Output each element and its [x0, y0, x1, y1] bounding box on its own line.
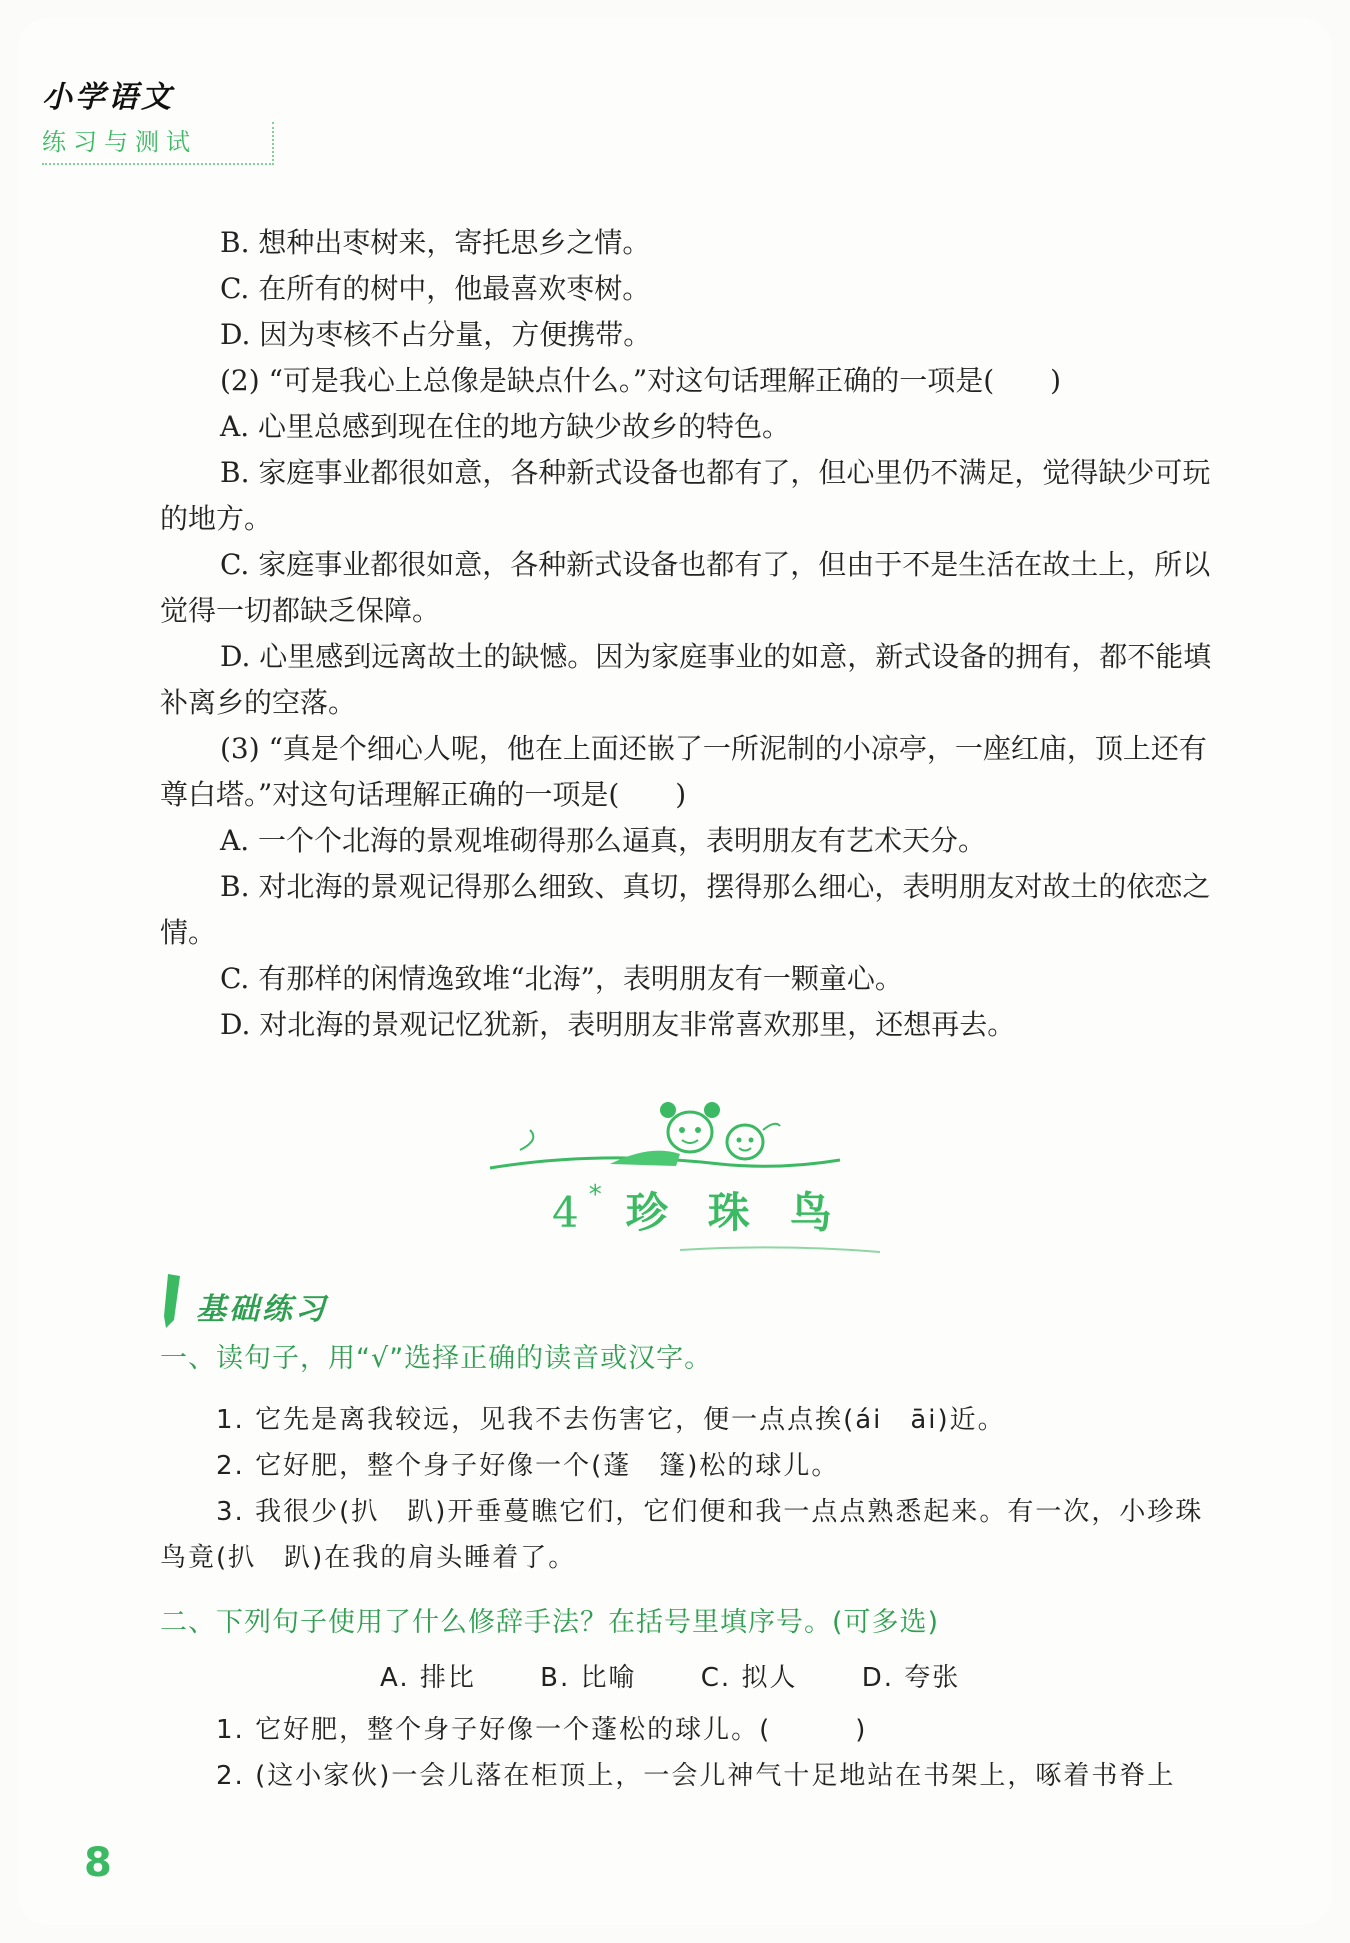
choice-b: B. 比喻 [540, 1663, 637, 1693]
question-1-options [160, 220, 1215, 1048]
q1-option-c: C. 在所有的树中，他最喜欢枣树。 [220, 272, 651, 305]
exercise-2-items [160, 1707, 1215, 1799]
exercise-1-item: 3. 我很少(扒 趴)开垂蔓瞧它们，它们便和我一点点熟悉起来。有一次，小珍珠鸟竟(扒 趴)在我的肩头睡着了。 [160, 1497, 1204, 1573]
choice-d: D. 夸张 [861, 1663, 961, 1693]
lesson-title-char: 珍 [625, 1188, 678, 1237]
q2-option-a: A. 心里总感到现在住的地方缺少故乡的特色。 [220, 410, 791, 443]
lesson-title-char: 鸟 [789, 1188, 842, 1237]
exercise-1-items [160, 1397, 1215, 1581]
exercise-1-heading: 一、读句子，用“√”选择正确的读音或汉字。 [160, 1343, 713, 1374]
q3-option-c: C. 有那样的闲情逸致堆“北海”，表明朋友有一颗童心。 [220, 962, 903, 995]
lesson-star: * [588, 1180, 612, 1210]
q2-option-b: B. 家庭事业都很如意，各种新式设备也都有了，但心里仍不满足，觉得缺少可玩的地方。 [160, 456, 1211, 535]
q2-stem: (2) “可是我心上总像是缺点什么。”对这句话理解正确的一项是( ) [220, 364, 1062, 397]
q3-option-b: B. 对北海的景观记得那么细致、真切，摆得那么细心，表明朋友对故土的依恋之情。 [160, 870, 1211, 949]
book-brand [42, 72, 274, 165]
exercise-2-item: 1. 它好肥，整个身子好像一个蓬松的球儿。( ) [216, 1715, 868, 1745]
children-illustration [480, 1080, 920, 1190]
title-underline [480, 1240, 920, 1260]
pencil-icon [158, 1270, 186, 1330]
choice-a: A. 排比 [380, 1663, 476, 1693]
book-title: 小学语文 [42, 80, 174, 115]
book-subtitle: 练习与测试 [42, 122, 274, 165]
exercise-2-heading: 二、下列句子使用了什么修辞手法？在括号里填序号。(可多选) [160, 1607, 940, 1638]
q1-option-d: D. 因为枣核不占分量，方便携带。 [220, 318, 652, 351]
exercise-2-item: 2. (这小家伙)一会儿落在柜顶上，一会儿神气十足地站在书架上，啄着书脊上 [216, 1761, 1176, 1791]
lesson-heading [480, 1080, 920, 1260]
exercise-1-item: 2. 它好肥，整个身子好像一个(蓬 篷)松的球儿。 [216, 1451, 840, 1481]
lesson-number: 4 [552, 1188, 589, 1237]
q3-option-d: D. 对北海的景观记忆犹新，表明朋友非常喜欢那里，还想再去。 [220, 1008, 1016, 1041]
page-number: 8 [84, 1840, 112, 1886]
q1-option-b: B. 想种出枣树来，寄托思乡之情。 [220, 226, 651, 259]
choice-c: C. 拟人 [700, 1663, 798, 1693]
q3-stem: (3) “真是个细心人呢，他在上面还嵌了一所泥制的小凉亭，一座红庙，顶上还有尊白塔。”对这句话理解正确的一项是( ) [160, 732, 1207, 811]
rhetoric-choices [380, 1657, 1014, 1694]
q3-option-a: A. 一个个北海的景观堆砌得那么逼真，表明朋友有艺术天分。 [220, 824, 987, 857]
q2-option-d: D. 心里感到远离故土的缺憾。因为家庭事业的如意，新式设备的拥有，都不能填补离乡的空落。 [160, 640, 1212, 719]
lesson-title [552, 1180, 872, 1240]
exercise-1-item: 1. 它先是离我较远，见我不去伤害它，便一点点挨(ái āi)近。 [216, 1405, 1006, 1435]
section-title: 基础练习 [196, 1292, 328, 1327]
lesson-title-char: 珠 [707, 1188, 760, 1237]
q2-option-c: C. 家庭事业都很如意，各种新式设备也都有了，但由于不是生活在故土上，所以觉得一切都缺乏保障。 [160, 548, 1211, 627]
